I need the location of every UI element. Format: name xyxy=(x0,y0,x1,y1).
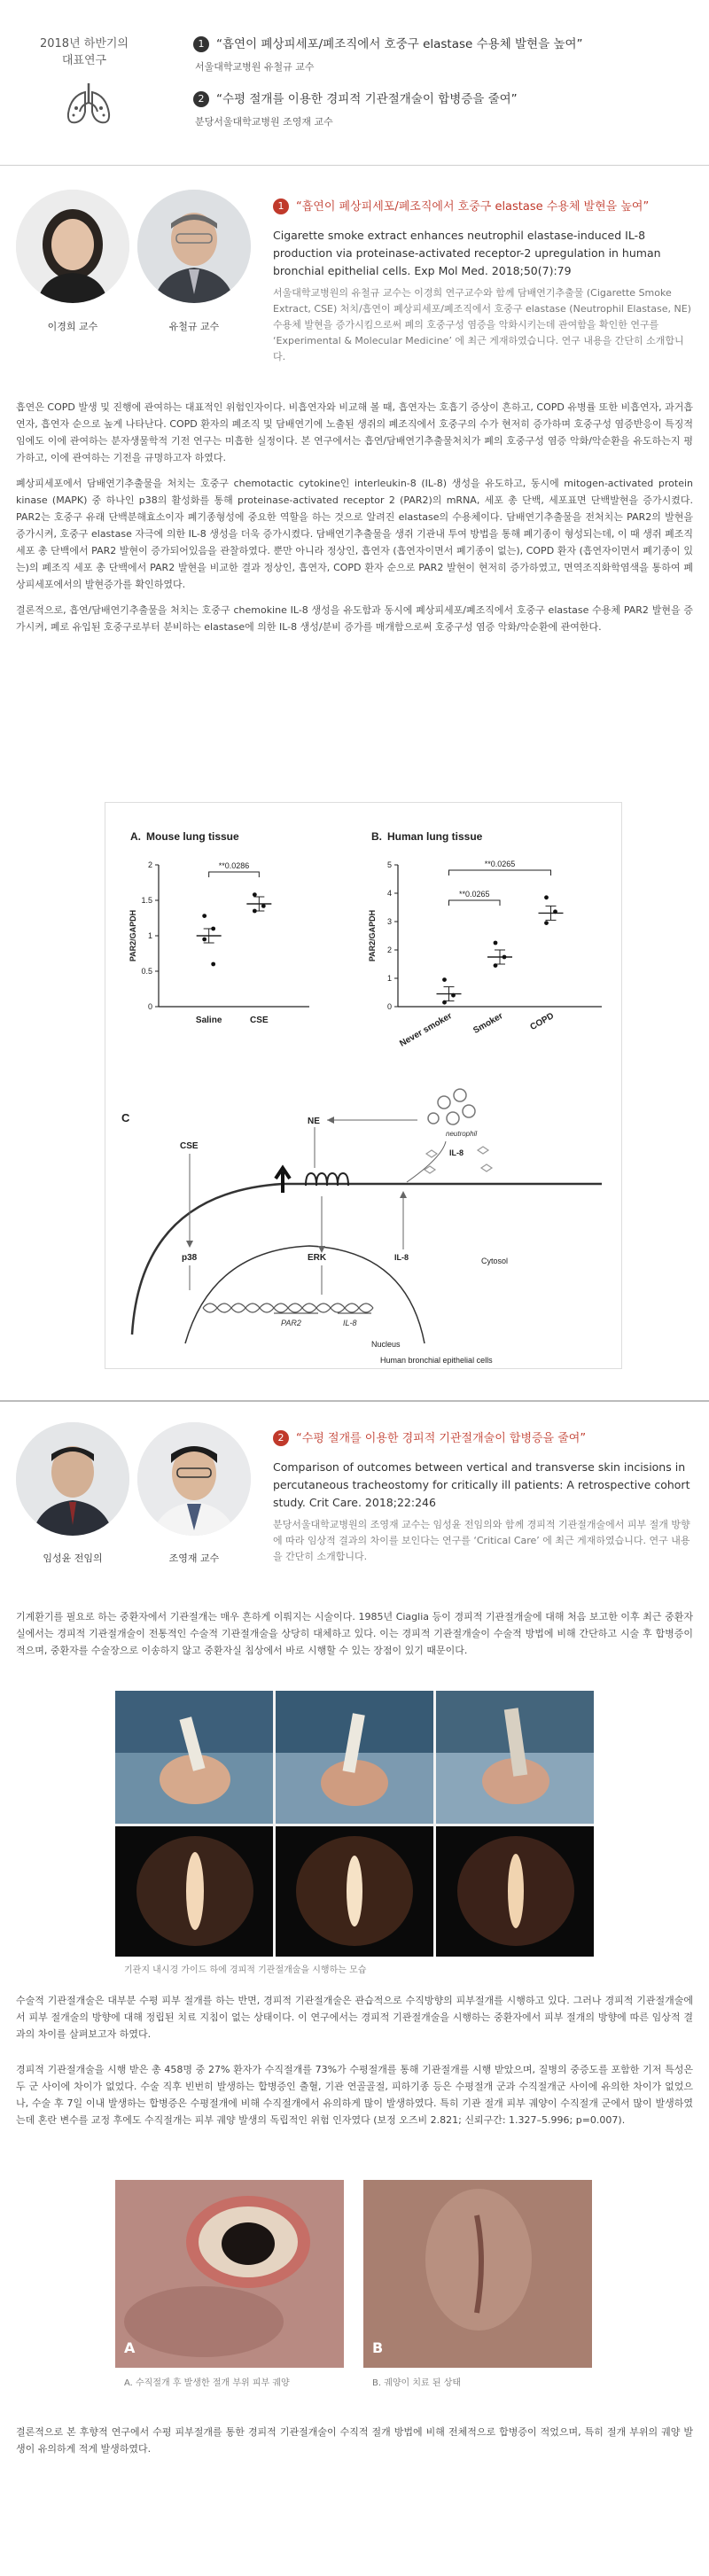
chart-b-data-point xyxy=(494,941,498,946)
chart-a-sig-bracket xyxy=(209,872,260,877)
header-item-1[interactable] xyxy=(193,34,583,74)
chart-b-ylabel: PAR2/GAPDH xyxy=(368,909,377,962)
chart-a-ytick-label: 1.5 xyxy=(141,896,152,905)
procedure-photo-2 xyxy=(276,1691,433,1824)
procedure-photo-1 xyxy=(115,1691,273,1824)
nucleus-label: Nucleus xyxy=(371,1340,401,1349)
chart-b-category-label: COPD xyxy=(528,1011,556,1033)
procedure-photo-caption: 기관지 내시경 가이드 하에 경피적 기관절개술을 시행하는 모습 xyxy=(124,1965,367,1975)
p38-label: p38 xyxy=(182,1253,198,1263)
section-divider xyxy=(0,1400,709,1402)
portrait-yoo xyxy=(137,190,251,303)
header-item-2-title: “수평 절개를 이용한 경피적 기관절개술이 합병증을 줄여” xyxy=(216,92,518,106)
erk-label: ERK xyxy=(308,1253,327,1263)
neutrophil-label: neutrophil xyxy=(446,1130,478,1138)
figure-svg xyxy=(105,803,623,1370)
chart-b-category-label: Never smoker xyxy=(398,1011,454,1049)
procedure-photo-3 xyxy=(436,1691,594,1824)
chart-a-group xyxy=(129,860,309,1025)
chart-b-data-point xyxy=(553,909,557,914)
il8-to-neutrophil-line xyxy=(407,1141,446,1182)
section2-paragraph-1: 기계환기를 필요로 하는 중환자에서 기관절개는 매우 흔하게 이뤄지는 시술이다. 1985년 Ciaglia 등이 경피적 기관절개술에 대해 처음 보고한 이후 최근 중환자실에서는 경피적 기관절개술이 전통적인 수술적 기관절개술을 상당히 대체하고 있다. 이는 경피적 기관절개술이 수술적 방법에 비해 간단하고 시술 후 합병증이 적으며, 중환자를 수술장으로 이송하지 않고 중환자실 침상에서 바로 시행할 수 있는 장점이 있기 때문이다. xyxy=(16,1611,693,1656)
header-label-line1: 2018년 하반기의 xyxy=(39,37,129,51)
procedure-photos xyxy=(115,1691,594,1957)
bronchoscope-photo-3 xyxy=(436,1826,594,1957)
panel-c-label: C xyxy=(121,1111,130,1125)
nucleus-membrane xyxy=(185,1246,425,1343)
section2-paragraph-4: 결론적으로 본 후향적 연구에서 수평 피부절개를 통한 경피적 기관절개술이 수직적 절개 방법에 비해 전체적으로 합병증이 적었으며, 특히 절개 부위의 궤양 발생이 유의하게 적게 발생하였다. xyxy=(16,2426,693,2455)
chart-b-data-point xyxy=(503,955,507,960)
chart-a-ytick-label: 0 xyxy=(147,1002,152,1011)
section1-number: 1 xyxy=(273,198,289,214)
header-item-2-number: 2 xyxy=(193,91,209,107)
chart-a-ytick-label: 1 xyxy=(147,931,152,940)
chart-b-ytick-label: 3 xyxy=(386,917,392,926)
chart-a-ylabel: PAR2/GAPDH xyxy=(129,909,137,962)
neutrophil-icon xyxy=(428,1089,475,1125)
chart-a-ytick-label: 2 xyxy=(147,860,152,869)
il8-secretion-arrow-head xyxy=(400,1191,407,1198)
il8-top-label: IL-8 xyxy=(449,1148,464,1157)
panel-b-label: B. xyxy=(371,830,382,843)
chart-b-data-point xyxy=(442,1000,447,1005)
ulcer-caption-a: A. 수직절개 후 발생한 절개 부위 피부 궤양 xyxy=(124,2378,290,2388)
panel-b-title: Human lung tissue xyxy=(387,830,483,843)
cytosol-label: Cytosol xyxy=(481,1257,509,1265)
ulcer-photo-b xyxy=(363,2180,592,2368)
procedure-photo-grid xyxy=(115,1691,594,1957)
erk-arrow-head xyxy=(318,1246,325,1253)
chart-a-sig-label: **0.0286 xyxy=(218,861,250,870)
chart-a-data-point xyxy=(211,962,215,967)
header-divider xyxy=(0,165,709,166)
chart-b-ytick-label: 0 xyxy=(386,1002,392,1011)
chart-b-sig-bracket-1 xyxy=(449,870,551,876)
section1-paragraph-1: 흡연은 COPD 발생 및 진행에 관여하는 대표적인 위험인자이다. 비흡연자와 비교해 볼 때, 흡연자는 호흡기 증상이 흔하고, COPD 유병률 또한 비흡연자, 과거흡연자, 흡연자 순으로 높게 나타난다. COPD 환자의 폐조직 및 담배연기에 노출된 생쥐의 폐조직에서 호중구의 수가 현저히 증가하며 호중구성 염증반응이 특징적임에도 이에 관여하는 분자생물학적 기전 연구는 미흡한 실정이다. 본 연구에서는 흡연/담배연기추출물처치가 폐의 호중구성 염증 악화/악순환을 유도하는지 평가하고, 이에 관여하는 기전을 규명하고자 하였다. xyxy=(16,401,693,463)
bronchoscope-photo-1 xyxy=(115,1826,273,1957)
section2-title xyxy=(273,1428,698,1446)
section2-citation: Comparison of outcomes between vertical and transverse skin incisions in percutaneous tracheostomy for critically ill patients: A retrospective cohort study. Crit Care. 2018;22:246 xyxy=(273,1460,690,1509)
chart-b-group xyxy=(368,860,602,1049)
section1-intro: 서울대학교병원의 유철규 교수는 이경희 연구교수와 함께 담배연기추출물 (Cigarette Smoke Extract, CSE) 처치/흡연이 폐상피세포/폐조직에서 호중구 elastase (Neutrophil Elastase, NE) 수용체 발현을 증가시킴으로써 폐의 호중구성 염증을 악화시키는데 관여함을 확인한 연구를 ‘Experimental & Molecular Medicine’ 에 최근 게재하였습니다. 연구 내용을 간단히 소개합니다. xyxy=(273,287,691,362)
chart-b-ytick-label: 2 xyxy=(386,946,392,954)
header-item-2-author: 분당서울대학교병원 조영재 교수 xyxy=(195,116,333,128)
header-item-1-number: 1 xyxy=(193,36,209,52)
portrait-lee xyxy=(16,190,129,303)
caption-yoo: 유철규 교수 xyxy=(168,321,220,332)
portrait-lim xyxy=(16,1422,129,1536)
bronchoscope-photo-2 xyxy=(276,1826,433,1957)
chart-b-data-point xyxy=(451,993,456,998)
section1-title xyxy=(273,197,698,214)
header-item-2[interactable] xyxy=(193,89,518,128)
chart-a-data-point xyxy=(253,892,257,897)
section1-paragraph-2: 폐상피세포에서 담배연기추출물을 처치는 호중구 chemotactic cytokine인 interleukin-8 (IL-8) 생성을 유도하고, 동시에 mitogen-activated protein kinase (MAPK) 중 하나인 p38의 활성화를 통해 proteinase-activated receptor 2 (PAR2)의 mRNA, 세포 총 단백, 세포표면 단백발현을 증가시켰다. PAR2는 호중구 유래 단백분해효소이자 폐기종형성에 중요한 역할을 하는 것으로 알려진 elastase의 수용체이다. 담배연기추출물을 전처치는 PAR2의 발현을 증가시켜, 호중구 elastase 자극에 의한 IL-8 생성을 더욱 증가시켰다. 담배연기추출물을 생쥐 기관내 투여 방법을 통해 폐기종이 형성되는데, 이 때 생쥐 폐조직 세포 총 단백에서 PAR2 발현이 증가되어있음을 관찰하였다. 뿐만 아니라 정상인, 흡연자 (흡연자이면서 폐기종이 없는), COPD 환자 (흡연자이면서 폐기종이 있는)의 폐조직 세포 총 단백에서 PAR2 발현을 비교한 결과 정상인, 흡연자, COPD 환자 순으로 PAR2 발현이 현저히 증가하였고, 면역조직화학염색을 통하여 폐상피세포에서의 발현증가를 확인하였다. xyxy=(16,478,693,590)
header-item-1-title: “흡연이 폐상피세포/폐조직에서 호중구 elastase 수용체 발현을 높여” xyxy=(216,37,583,51)
header-item-1-author: 서울대학교병원 유철규 교수 xyxy=(195,61,315,73)
ne-label: NE xyxy=(308,1117,320,1126)
chart-b-sig-bracket-2 xyxy=(449,900,501,906)
par2-gene-label: PAR2 xyxy=(281,1319,301,1327)
chart-a-data-point xyxy=(211,927,215,931)
chart-b-ytick-label: 5 xyxy=(386,860,392,869)
il8-gene-label: IL-8 xyxy=(343,1319,357,1327)
figure-box xyxy=(105,802,622,1369)
chart-b-sig-label-2: **0.0265 xyxy=(458,890,490,899)
chart-a-category-label: CSE xyxy=(250,1016,269,1025)
ulcer-photo-a-label: A xyxy=(124,2339,136,2356)
caption-cho: 조영재 교수 xyxy=(168,1553,220,1564)
chart-b-category-label: Smoker xyxy=(471,1011,505,1036)
panel-a-label: A. xyxy=(130,830,141,843)
chart-b-data-point xyxy=(544,921,549,925)
ne-arrow-head xyxy=(327,1117,334,1124)
chart-a-data-point xyxy=(202,914,206,918)
cse-arrow-head xyxy=(186,1241,193,1248)
section1-body xyxy=(16,399,693,644)
section2-paragraph-3: 경피적 기관절개술을 시행 받은 총 458명 중 27% 환자가 수직절개를 73%가 수평절개를 통해 기관절개를 시행 받았으며, 질병의 중증도를 포함한 기저 특성은 두 군 사이에 차이가 없었다. 수술 직후 빈번히 발생하는 합병증인 출혈, 기관 연골골절, 피하기종 등은 수평절개 군과 수직절개군 사이에 유의한 차이가 없었으나, 수술 후 7일 이내 발생하는 합병증은 수평절개에 비해 수직절개에서 유의하게 많이 발생하였다. 특히 기관 절개 피부 궤양이 수직절개 군에서 많이 발생하였는데 혼란 변수를 교정 후에도 수직절개는 피부 궤양 발생의 독립적인 위험 인자였다 (보정 오즈비 2.821; 신뢰구간: 1.327–5.996; p=0.007). xyxy=(16,2064,693,2126)
pathway-diagram xyxy=(121,1089,602,1365)
chart-b-data-point xyxy=(544,895,549,899)
caption-lim: 임성윤 전임의 xyxy=(43,1553,103,1564)
chart-a-ytick-label: 0.5 xyxy=(141,967,152,976)
chart-b-ytick-label: 4 xyxy=(386,889,392,898)
header-label xyxy=(35,35,133,69)
panel-a-title: Mouse lung tissue xyxy=(146,830,239,843)
lungs-icon xyxy=(62,78,115,131)
chart-a-category-label: Saline xyxy=(195,1016,222,1025)
cse-label: CSE xyxy=(180,1141,199,1151)
section1-citation: Cigarette smoke extract enhances neutrophil elastase-induced IL-8 production via proteinase-activated receptor-2 upregulation in human bronchial epithelial cells. Exp Mol Med. 2018;50(7):79 xyxy=(273,229,661,277)
section1-paragraph-3: 결론적으로, 흡연/담배연기추출물을 처치는 호중구 chemokine IL-8 생성을 유도함과 동시에 폐상피세포/폐조직에서 호중구 elastase 수용체 PAR2 발현을 증가시켜, 폐로 유입된 호중구로부터 분비하는 elastase에 의한 IL-8 생성/분비 증가를 매개함으로써 호중구성 염증 악화/악순환에 관여한다. xyxy=(16,604,693,633)
ulcer-photo-a xyxy=(115,2180,344,2368)
caption-lee: 이경희 교수 xyxy=(47,321,98,332)
cell-type-label: Human bronchial epithelial cells xyxy=(380,1356,493,1365)
chart-b-data-point xyxy=(494,963,498,968)
section2-number: 2 xyxy=(273,1430,289,1446)
section2-intro: 분당서울대학교병원의 조영재 교수는 임성윤 전임의와 함께 경피적 기관절개술에서 피부 절개 방향에 따라 임상적 결과의 차이를 보인다는 연구를 ‘Critical Care’ 에 최근 게재하였습니다. 연구 내용을 간단히 소개합니다. xyxy=(273,1519,690,1562)
chart-a-data-point xyxy=(253,909,257,914)
section1-title-text: “흡연이 폐상피세포/폐조직에서 호중구 elastase 수용체 발현을 높여” xyxy=(296,200,650,214)
chart-b-ytick-label: 1 xyxy=(386,974,392,983)
section2-title-text: “수평 절개를 이용한 경피적 기관절개술이 합병증을 줄여” xyxy=(296,1432,587,1445)
ulcer-photo-b-label: B xyxy=(372,2339,384,2356)
section2-paragraph-2: 수술적 기관절개술은 대부분 수평 피부 절개를 하는 반면, 경피적 기관절개술은 관습적으로 수직방향의 피부절개를 시행하고 있다. 그러나 경피적 기관절개술에서 피부 절개술의 방향에 대해 정립된 치료 지침이 없는 상태이다. 이 연구에서는 경피적 기관절개술을 시행하는 중환자에서 피부 절개의 방향에 따른 임상적 결과의 차이를 살펴보고자 하였다. xyxy=(16,1995,693,2040)
portrait-cho xyxy=(137,1422,251,1536)
chart-a-data-point xyxy=(261,904,266,908)
header-label-line2: 대표연구 xyxy=(61,54,107,67)
ulcer-caption-b: B. 궤양이 치료 된 상태 xyxy=(372,2378,462,2388)
chart-b-sig-label-1: **0.0265 xyxy=(484,860,516,868)
chart-a-data-point xyxy=(202,938,206,942)
il8-mid-label: IL-8 xyxy=(394,1253,409,1262)
chart-b-data-point xyxy=(442,977,447,982)
upregulation-arrow xyxy=(276,1168,290,1193)
